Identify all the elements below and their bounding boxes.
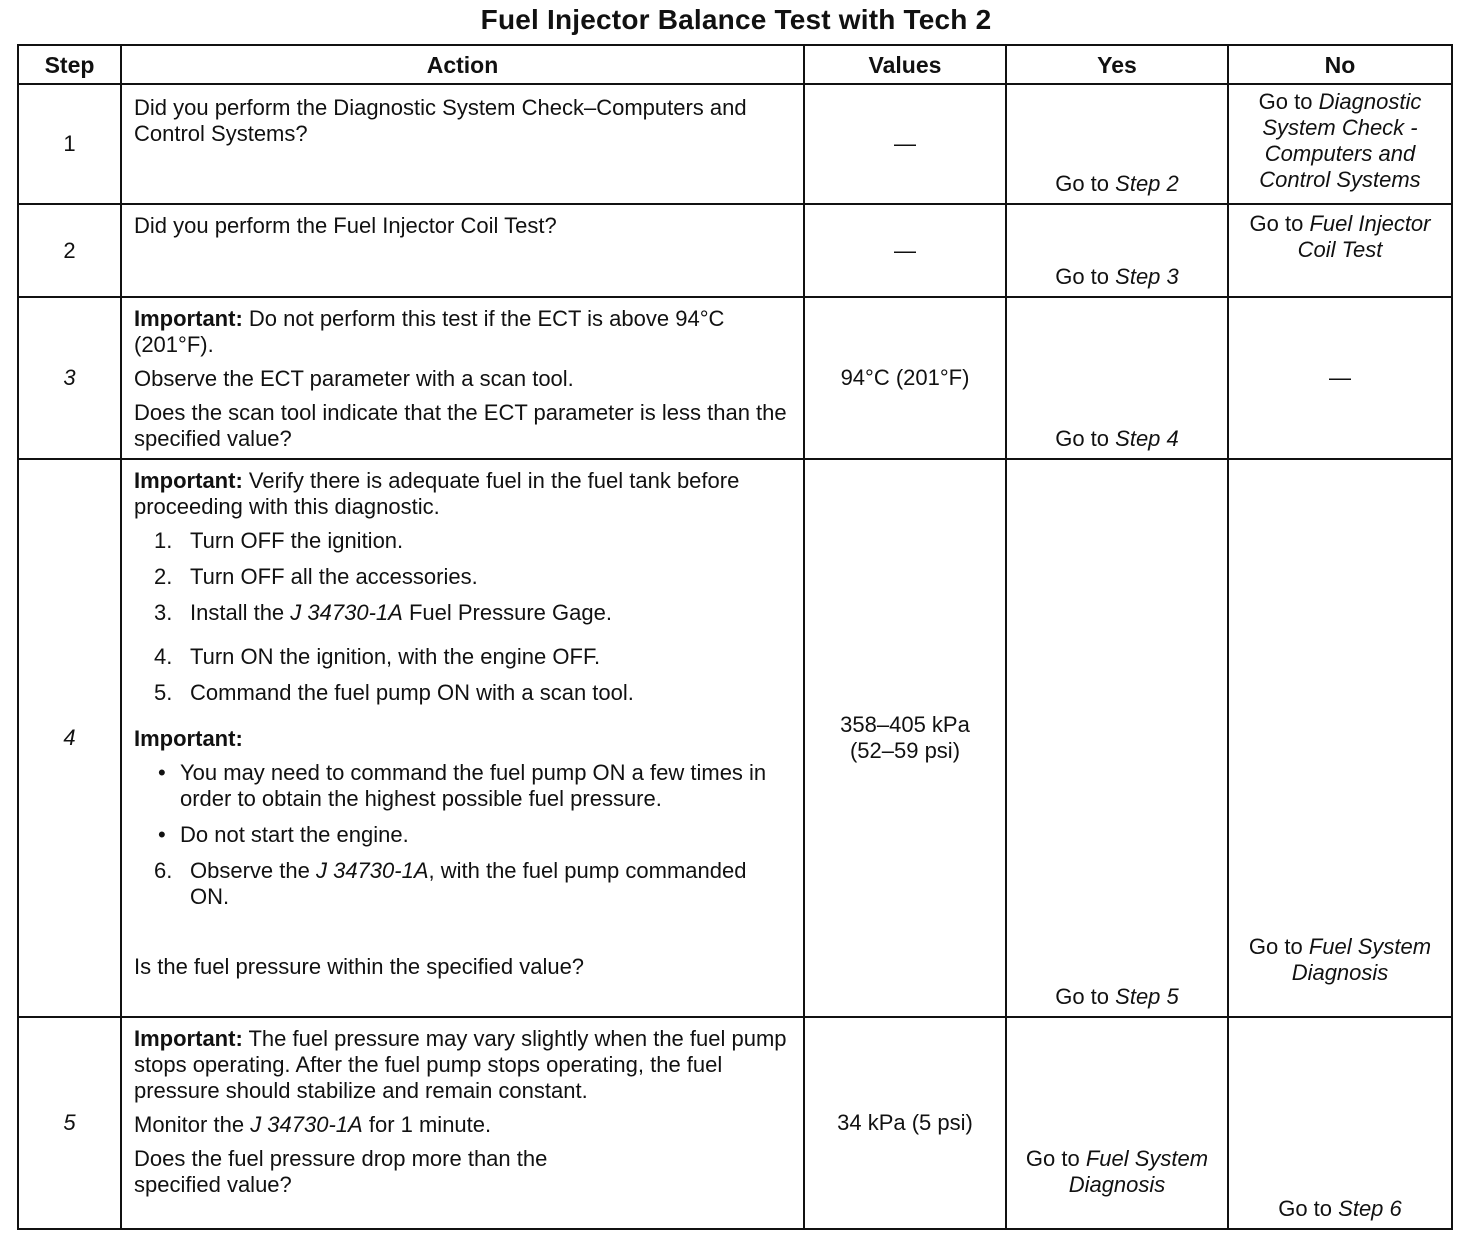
- no-cell: [1228, 1017, 1452, 1229]
- question-text: Is the fuel pressure within the specified value?: [134, 954, 585, 979]
- no-link-fuel-system-diagnosis[interactable]: Fuel System Diagnosis: [1291, 934, 1432, 985]
- yes-prefix: Go to: [1055, 171, 1110, 196]
- table-row-step-3: [18, 297, 1452, 459]
- bullet-text: You may need to command the fuel pump ON a few times in order to obtain the highest possible fuel pressure.: [180, 760, 767, 811]
- important-label: Important:: [134, 726, 243, 751]
- no-prefix: Go to: [1258, 89, 1313, 114]
- list-text: Turn OFF all the accessories.: [190, 564, 478, 589]
- list-number: 2.: [154, 564, 173, 589]
- list-number: 3.: [154, 600, 173, 625]
- step-number: 3: [18, 297, 121, 459]
- list-number: 6.: [154, 858, 173, 883]
- bullet-icon: •: [158, 822, 166, 847]
- values-cell: [804, 459, 1006, 1017]
- list-item: [134, 858, 791, 910]
- values-cell: —: [804, 204, 1006, 297]
- header-step: Step: [18, 45, 121, 84]
- yes-cell: [1006, 297, 1228, 459]
- header-row: [18, 45, 1452, 84]
- procedure-steps: [134, 528, 791, 706]
- yes-prefix: Go to: [1055, 426, 1110, 451]
- yes-prefix: Go to: [1055, 264, 1110, 289]
- no-link-diagnostic-system-check[interactable]: Diagnostic System Check - Computers and Control Systems: [1259, 89, 1422, 192]
- yes-cell: [1006, 84, 1228, 204]
- important-label-2: [134, 726, 791, 752]
- list-item: [134, 564, 791, 590]
- list-text: Command the fuel pump ON with a scan tool.: [190, 680, 634, 705]
- yes-prefix: Go to: [1025, 1146, 1080, 1171]
- action-cell: [121, 1017, 804, 1229]
- monitor-post: for 1 minute.: [368, 1112, 492, 1137]
- no-prefix: Go to: [1249, 211, 1304, 236]
- yes-prefix: Go to: [1055, 984, 1110, 1009]
- values-cell: 34 kPa (5 psi): [804, 1017, 1006, 1229]
- list-item: [134, 644, 791, 670]
- header-yes: Yes: [1006, 45, 1228, 84]
- bullet-item: [134, 760, 791, 812]
- list-text: Turn ON the ignition, with the engine OFF.: [190, 644, 601, 669]
- yes-link-step-4[interactable]: Step 4: [1115, 426, 1179, 451]
- monitor-pre: Monitor the: [134, 1112, 245, 1137]
- list-text-pre: Install the: [190, 600, 285, 625]
- tool-name: J 34730-1A: [250, 1112, 363, 1137]
- values-line-2: (52–59 psi): [849, 738, 961, 763]
- question-text: Does the scan tool indicate that the ECT parameter is less than the specified value?: [134, 400, 787, 451]
- values-cell: —: [804, 84, 1006, 204]
- observe-instruction: Observe the ECT parameter with a scan tool.: [134, 366, 574, 391]
- important-text: Verify there is adequate fuel in the fuel tank before proceeding with this diagnostic.: [134, 468, 740, 519]
- action-cell: [121, 84, 804, 204]
- important-text: Do not perform this test if the ECT is above 94°C (201°F).: [134, 306, 725, 357]
- question-text: Does the fuel pressure drop more than the specified value?: [134, 1146, 548, 1197]
- no-prefix: Go to: [1248, 934, 1303, 959]
- bullet-item: [134, 822, 791, 848]
- step-number: 5: [18, 1017, 121, 1229]
- list-item: [134, 528, 791, 554]
- list-text: Turn OFF the ignition.: [190, 528, 404, 553]
- list-text-post: , with the fuel pump commanded ON.: [190, 858, 747, 909]
- yes-cell: [1006, 204, 1228, 297]
- step-number: 2: [18, 204, 121, 297]
- yes-link-step-2[interactable]: Step 2: [1115, 171, 1179, 196]
- table-row-step-4: [18, 459, 1452, 1017]
- no-cell: —: [1228, 297, 1452, 459]
- no-prefix: Go to: [1278, 1196, 1333, 1221]
- tool-name: J 34730-1A: [315, 858, 429, 883]
- important-text: The fuel pressure may vary slightly when the fuel pump stops operating. After the fuel pump stops operating, the fuel pressure should stabilize and remain constant.: [134, 1026, 787, 1103]
- yes-cell: [1006, 1017, 1228, 1229]
- no-cell: [1228, 204, 1452, 297]
- action-cell: [121, 297, 804, 459]
- tool-name: J 34730-1A: [290, 600, 403, 625]
- list-text-post: Fuel Pressure Gage.: [408, 600, 612, 625]
- table-row-step-2: [18, 204, 1452, 297]
- values-cell: 94°C (201°F): [804, 297, 1006, 459]
- list-number: 1.: [154, 528, 173, 553]
- important-label: Important:: [134, 468, 243, 493]
- yes-cell: [1006, 459, 1228, 1017]
- header-action: Action: [121, 45, 804, 84]
- yes-link-fuel-system-diagnosis[interactable]: Fuel System Diagnosis: [1068, 1146, 1209, 1197]
- page-title: Fuel Injector Balance Test with Tech 2: [480, 4, 992, 35]
- important-note: [134, 306, 791, 358]
- no-cell: [1228, 84, 1452, 204]
- header-values: Values: [804, 45, 1006, 84]
- yes-link-step-3[interactable]: Step 3: [1115, 264, 1179, 289]
- values-line-1: 358–405 kPa: [840, 712, 970, 737]
- important-label: Important:: [134, 306, 243, 331]
- important-label: Important:: [134, 1026, 243, 1051]
- action-text: Did you perform the Diagnostic System Check–Computers and Control Systems?: [134, 95, 747, 146]
- list-number: 4.: [154, 644, 173, 669]
- header-no: No: [1228, 45, 1452, 84]
- no-link-step-6[interactable]: Step 6: [1338, 1196, 1402, 1221]
- bullet-text: Do not start the engine.: [180, 822, 409, 847]
- yes-link-step-5[interactable]: Step 5: [1115, 984, 1179, 1009]
- step-number: 1: [18, 84, 121, 204]
- table-row-step-1: [18, 84, 1452, 204]
- action-cell: [121, 459, 804, 1017]
- list-number: 5.: [154, 680, 173, 705]
- list-item: [134, 600, 791, 626]
- monitor-instruction: [134, 1112, 791, 1138]
- no-cell: [1228, 459, 1452, 1017]
- important-note: [134, 1026, 791, 1104]
- diagnostic-table: [17, 44, 1453, 1230]
- action-cell: [121, 204, 804, 297]
- table-row-step-5: [18, 1017, 1452, 1229]
- no-link-fuel-injector-coil-test[interactable]: Fuel Injector Coil Test: [1297, 211, 1431, 262]
- bullet-icon: •: [158, 760, 166, 785]
- important-note: [134, 468, 791, 520]
- action-text: Did you perform the Fuel Injector Coil Test?: [134, 213, 557, 238]
- step-number: 4: [18, 459, 121, 1017]
- list-item: [134, 680, 791, 706]
- list-text-pre: Observe the: [190, 858, 310, 883]
